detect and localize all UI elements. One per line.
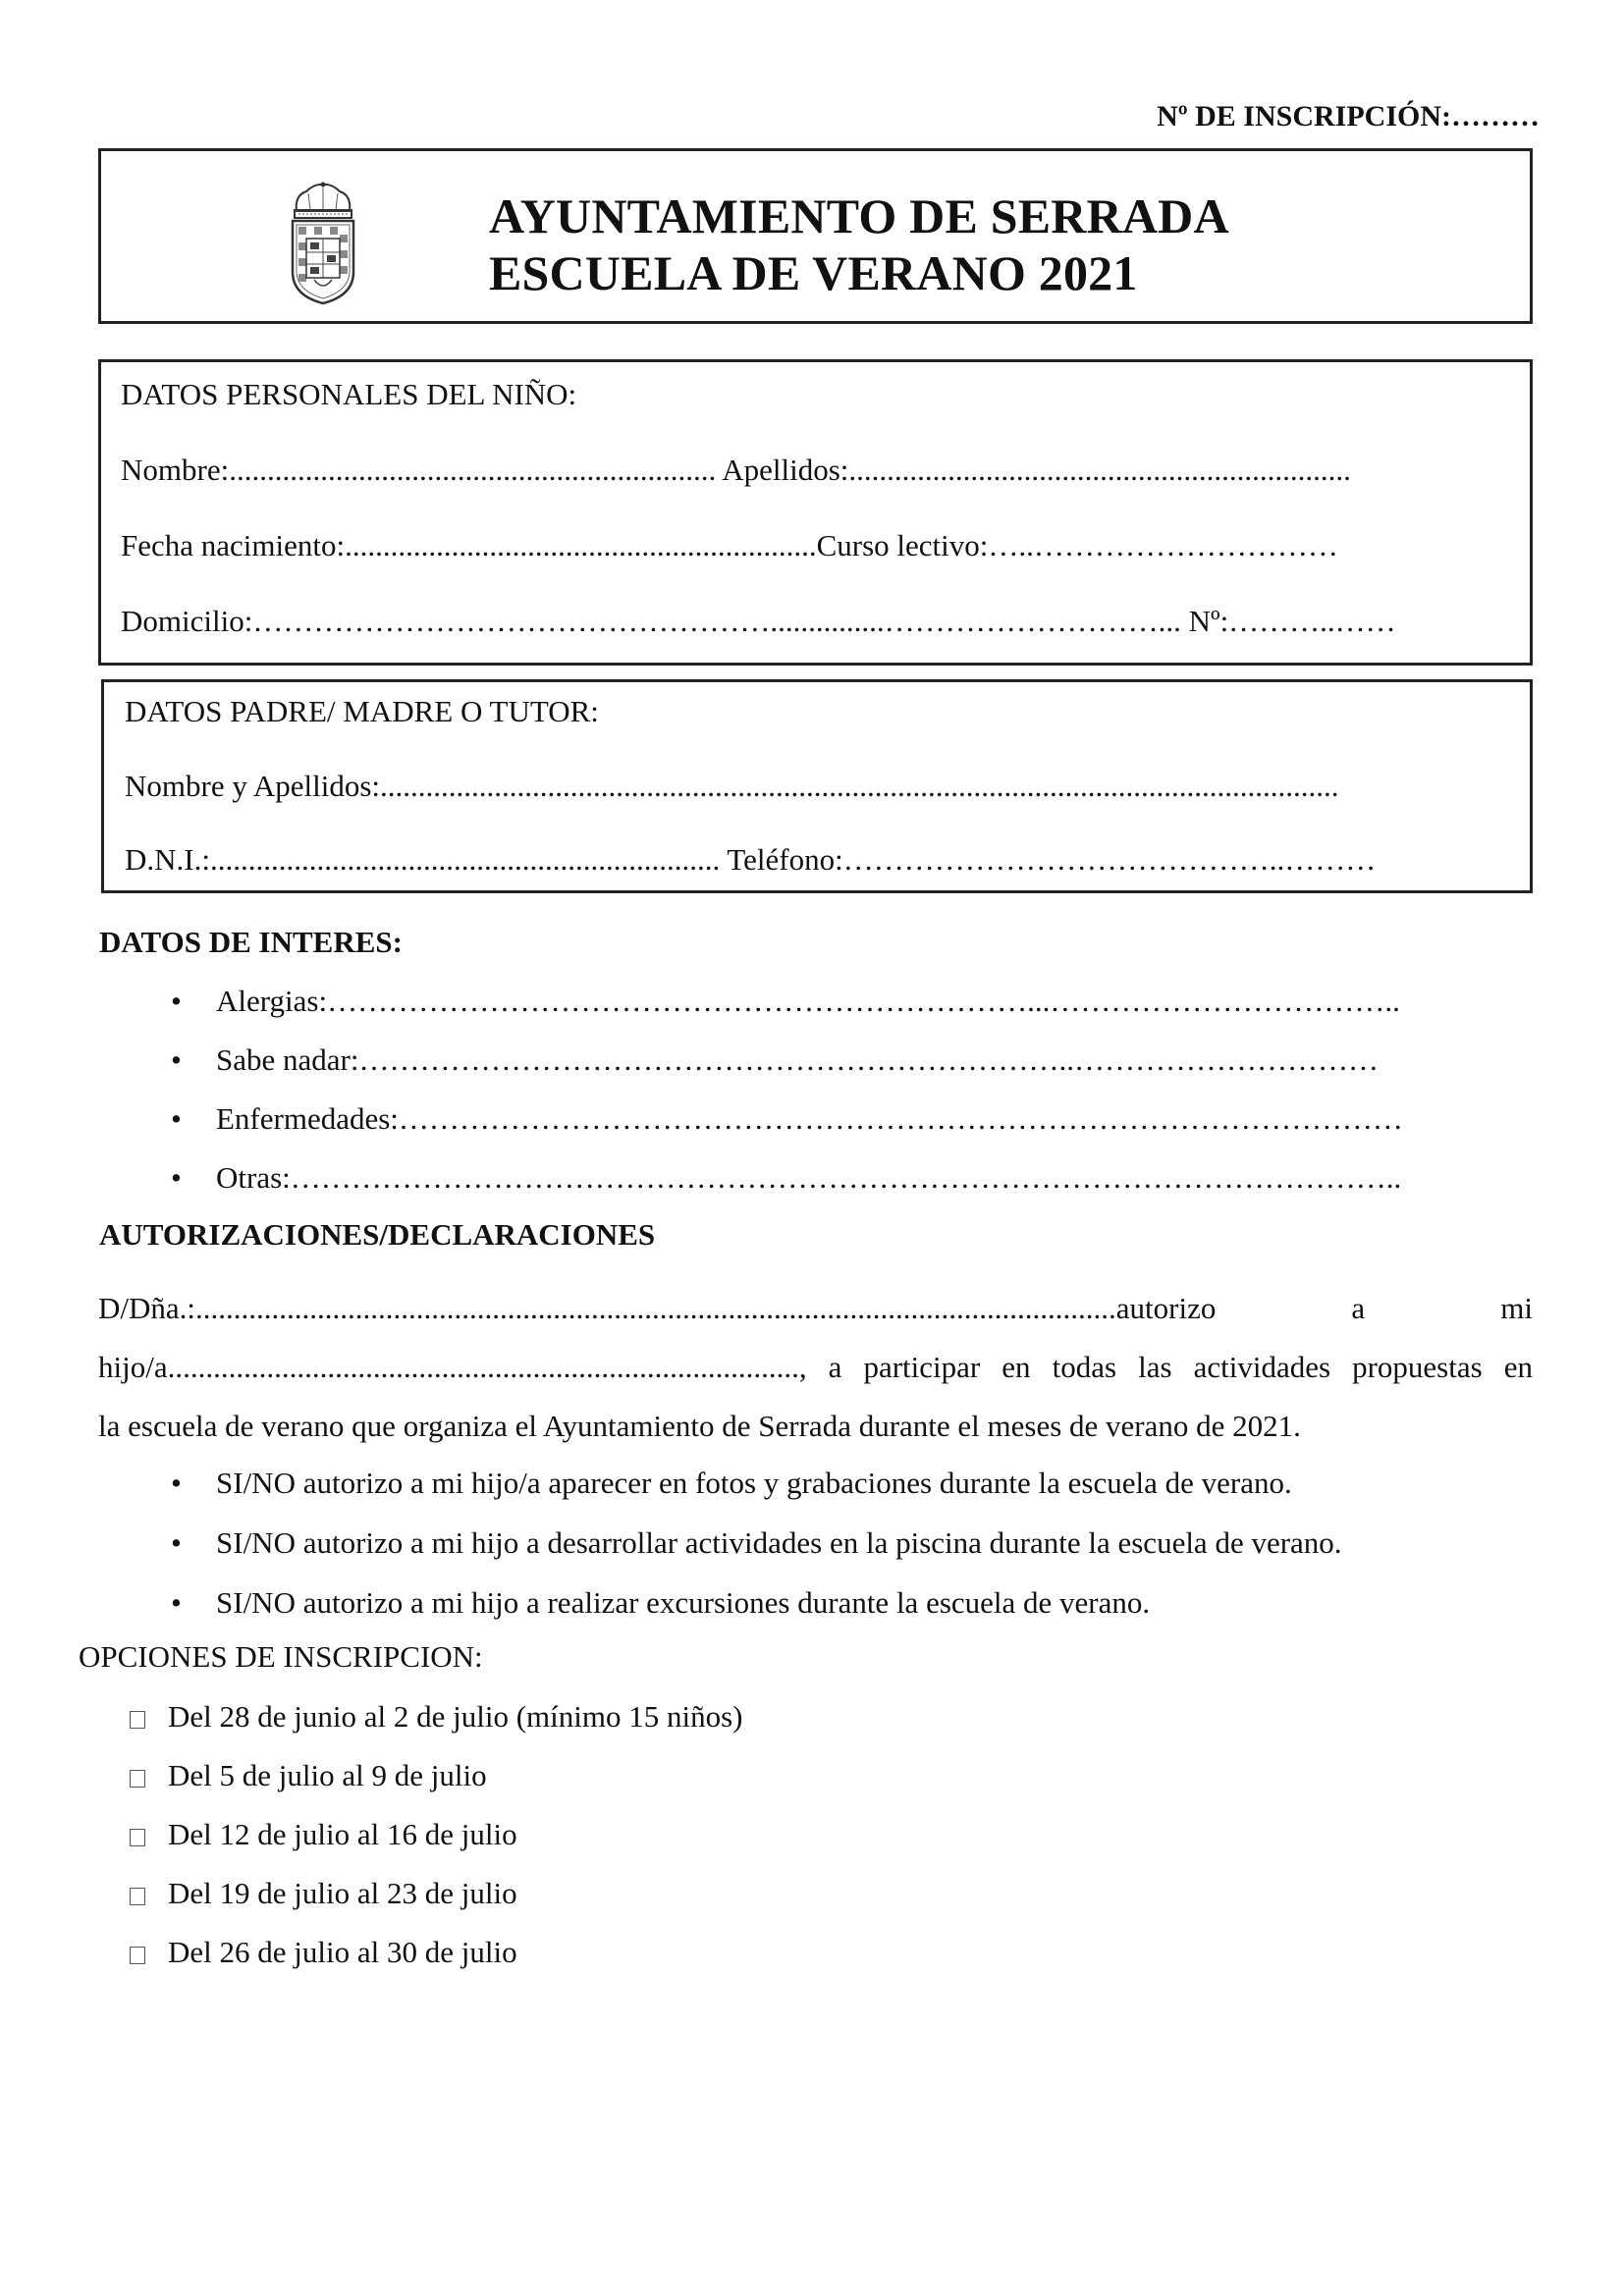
checkbox-icon[interactable]: [130, 1947, 145, 1964]
allergies-row[interactable]: • Alergias:……………………………………………………………...……………………………..: [216, 984, 1403, 1042]
interest-data-list: [216, 984, 1403, 1219]
option-week-5[interactable]: [130, 1935, 517, 1970]
header-title-line1: AYUNTAMIENTO DE SERRADA: [489, 188, 1229, 243]
authorization-options-list: [216, 1466, 1342, 1645]
option-week-4-label: Del 19 de julio al 23 de julio: [168, 1876, 517, 1910]
authorization-line-2[interactable]: hijo/a..................................................................................., a participar en todas las actividades propuestas en: [98, 1350, 1533, 1384]
option-week-3-label: Del 12 de julio al 16 de julio: [168, 1817, 517, 1851]
illnesses-row[interactable]: • Enfermedades:………………………………………………………………………………………: [216, 1101, 1403, 1160]
child-data-title: DATOS PERSONALES DEL NIÑO:: [121, 377, 577, 411]
enrollment-options-title: OPCIONES DE INSCRIPCION:: [79, 1639, 483, 1674]
header-title-line2: ESCUELA DE VERANO 2021: [489, 245, 1138, 300]
child-address-row[interactable]: Domicilio:……………………………………………...............………………………... Nº:………..……: [121, 604, 1396, 638]
child-data-box: [98, 359, 1533, 666]
pool-authorization-item[interactable]: • SI/NO autorizo a mi hijo a desarrollar actividades en la piscina durante la escuela de verano.: [216, 1525, 1342, 1585]
parent-dni-row[interactable]: D.N.I.:................................................................... Teléfono:……………………………………..………: [125, 842, 1377, 877]
checkbox-icon[interactable]: [130, 1888, 145, 1905]
coat-of-arms-icon: [285, 182, 361, 305]
option-week-1-label: Del 28 de junio al 2 de julio (mínimo 15 niños): [168, 1699, 743, 1734]
parent-data-title: DATOS PADRE/ MADRE O TUTOR:: [125, 694, 599, 728]
authorization-line-1[interactable]: D/Dña.:.........................................................................................................................autorizo a mi: [98, 1291, 1533, 1325]
parent-data-box: [101, 679, 1533, 893]
option-week-2-label: Del 5 de julio al 9 de julio: [168, 1758, 487, 1792]
option-week-1[interactable]: [130, 1699, 743, 1735]
authorizations-title: AUTORIZACIONES/DECLARACIONES: [99, 1217, 656, 1252]
checkbox-icon[interactable]: [130, 1829, 145, 1846]
authorization-line-3: la escuela de verano que organiza el Ayuntamiento de Serrada durante el meses de verano de 2021.: [98, 1409, 1301, 1443]
child-name-row[interactable]: Nombre:................................................................ Apellidos:..................................................................: [121, 453, 1351, 487]
inscription-number-label: Nº DE INSCRIPCIÓN:………: [1157, 100, 1540, 133]
interest-data-title: DATOS DE INTERES:: [99, 925, 403, 959]
child-birth-row[interactable]: Fecha nacimiento:..............................................................Curso lectivo:…..…………………………: [121, 528, 1338, 562]
other-row[interactable]: • Otras:………………………………………………………………………………………………..: [216, 1160, 1403, 1219]
option-week-5-label: Del 26 de julio al 30 de julio: [168, 1935, 517, 1969]
option-week-2[interactable]: [130, 1758, 487, 1793]
header-box: [98, 148, 1533, 324]
parent-name-row[interactable]: Nombre y Apellidos:..............................................................................................................................: [125, 769, 1339, 803]
excursion-authorization-item[interactable]: • SI/NO autorizo a mi hijo a realizar excursiones durante la escuela de verano.: [216, 1585, 1342, 1645]
option-week-3[interactable]: [130, 1817, 517, 1852]
photo-authorization-item[interactable]: • SI/NO autorizo a mi hijo/a aparecer en fotos y grabaciones durante la escuela de verano.: [216, 1466, 1342, 1525]
checkbox-icon[interactable]: [130, 1770, 145, 1788]
swimming-row[interactable]: • Sabe nadar:……………………………………………………………..…………………………: [216, 1042, 1403, 1101]
checkbox-icon[interactable]: [130, 1711, 145, 1729]
option-week-4[interactable]: [130, 1876, 517, 1911]
